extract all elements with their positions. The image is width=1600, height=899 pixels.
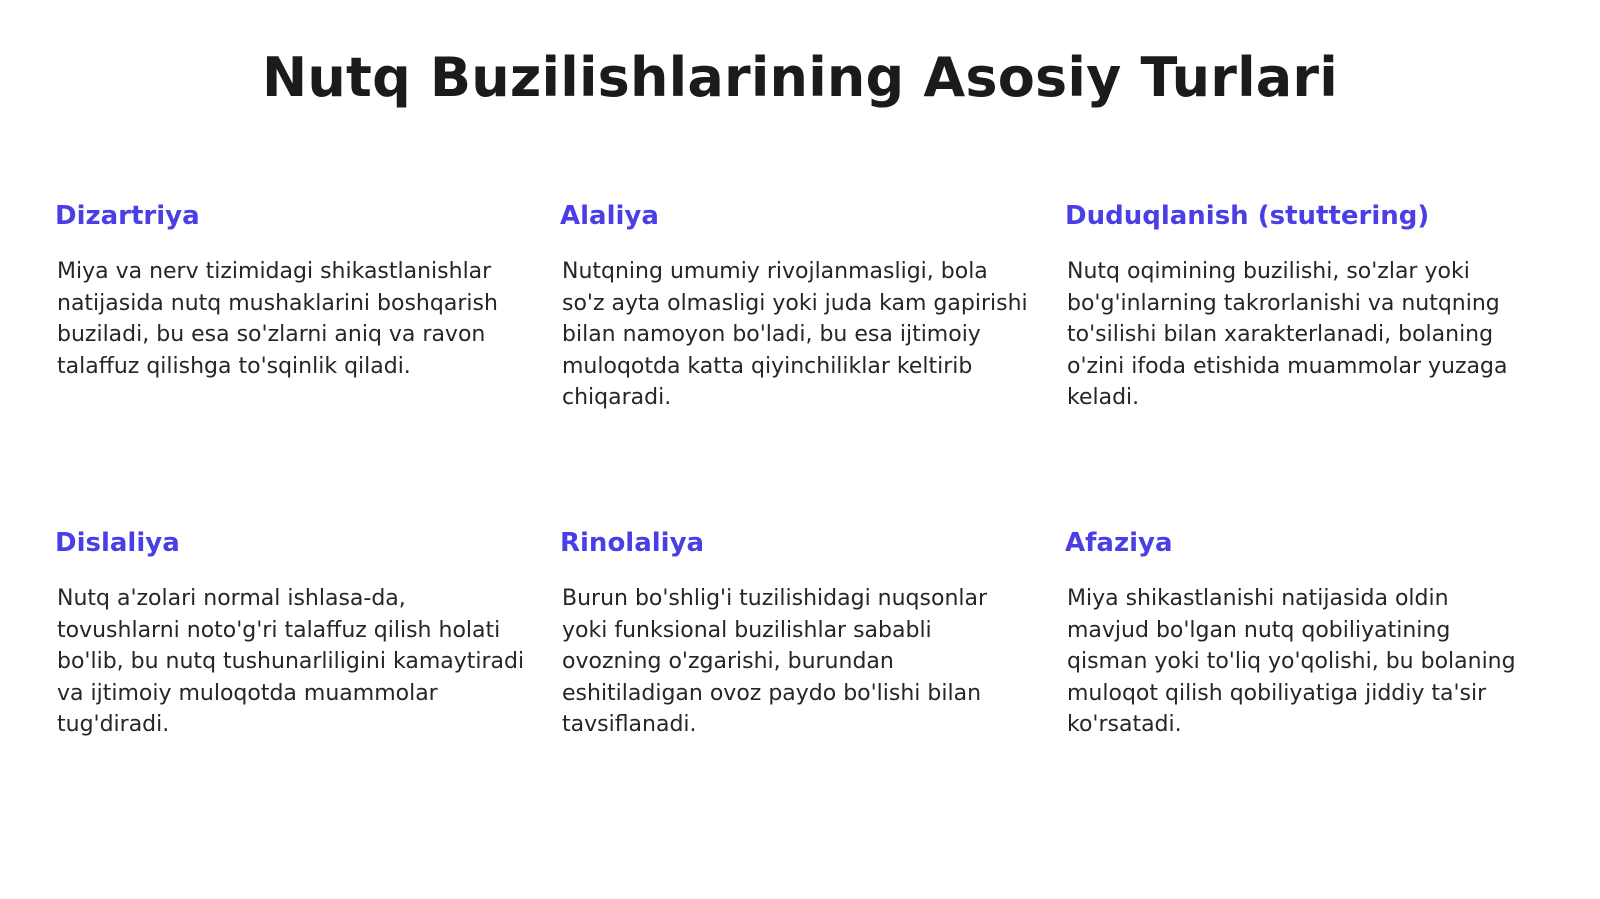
card-heading: Dizartriya xyxy=(55,201,200,231)
card-dizartriya xyxy=(55,198,525,382)
card-description: Miya va nerv tizimidagi shikastlanishlar natijasida nutq mushaklarini boshqarish buziladi, bu esa so'zlarni aniq va ravon talaffuz qilishga to'sqinlik qiladi. xyxy=(57,259,498,379)
card-heading: Dislaliya xyxy=(55,528,180,558)
card-description: Nutq oqimining buzilishi, so'zlar yoki bo'g'inlarning takrorlanishi va nutqning to'silishi bilan xarakterlanadi, bolaning o'zini ifoda etishida muammolar yuzaga keladi. xyxy=(1067,259,1508,410)
card-heading: Rinolaliya xyxy=(560,528,705,558)
card-afaziya xyxy=(1065,525,1535,741)
card-heading: Duduqlanish (stuttering) xyxy=(1065,201,1430,231)
card-heading: Afaziya xyxy=(1065,528,1173,558)
card-description: Nutqning umumiy rivojlanmasligi, bola so'z ayta olmasligi yoki juda kam gapirishi bilan namoyon bo'ladi, bu esa ijtimoiy muloqotda katta qiyinchiliklar keltirib chiqaradi. xyxy=(562,259,1028,410)
card-dislaliya xyxy=(55,525,525,741)
card-description: Miya shikastlanishi natijasida oldin mavjud bo'lgan nutq qobiliyatining qisman yoki to'liq yo'qolishi, bu bolaning muloqot qilish qobiliyatiga jiddiy ta'sir ko'rsatadi. xyxy=(1067,586,1516,737)
card-description: Nutq a'zolari normal ishlasa-da, tovushlarni noto'g'ri talaffuz qilish holati bo'lib, bu nutq tushunarliligini kamaytiradi va ijtimoiy muloqotda muammolar tug'diradi. xyxy=(57,586,525,737)
card-heading: Alaliya xyxy=(560,201,659,231)
card-description: Burun bo'shlig'i tuzilishidagi nuqsonlar yoki funksional buzilishlar sababli ovozning o'zgarishi, burundan eshitiladigan ovoz paydo bo'lishi bilan tavsiflanadi. xyxy=(562,586,988,737)
card-rinolaliya xyxy=(560,525,1030,741)
card-alaliya xyxy=(560,198,1030,414)
card-duduqlanish xyxy=(1065,198,1535,414)
page-title: Nutq Buzilishlarining Asosiy Turlari xyxy=(262,46,1338,109)
